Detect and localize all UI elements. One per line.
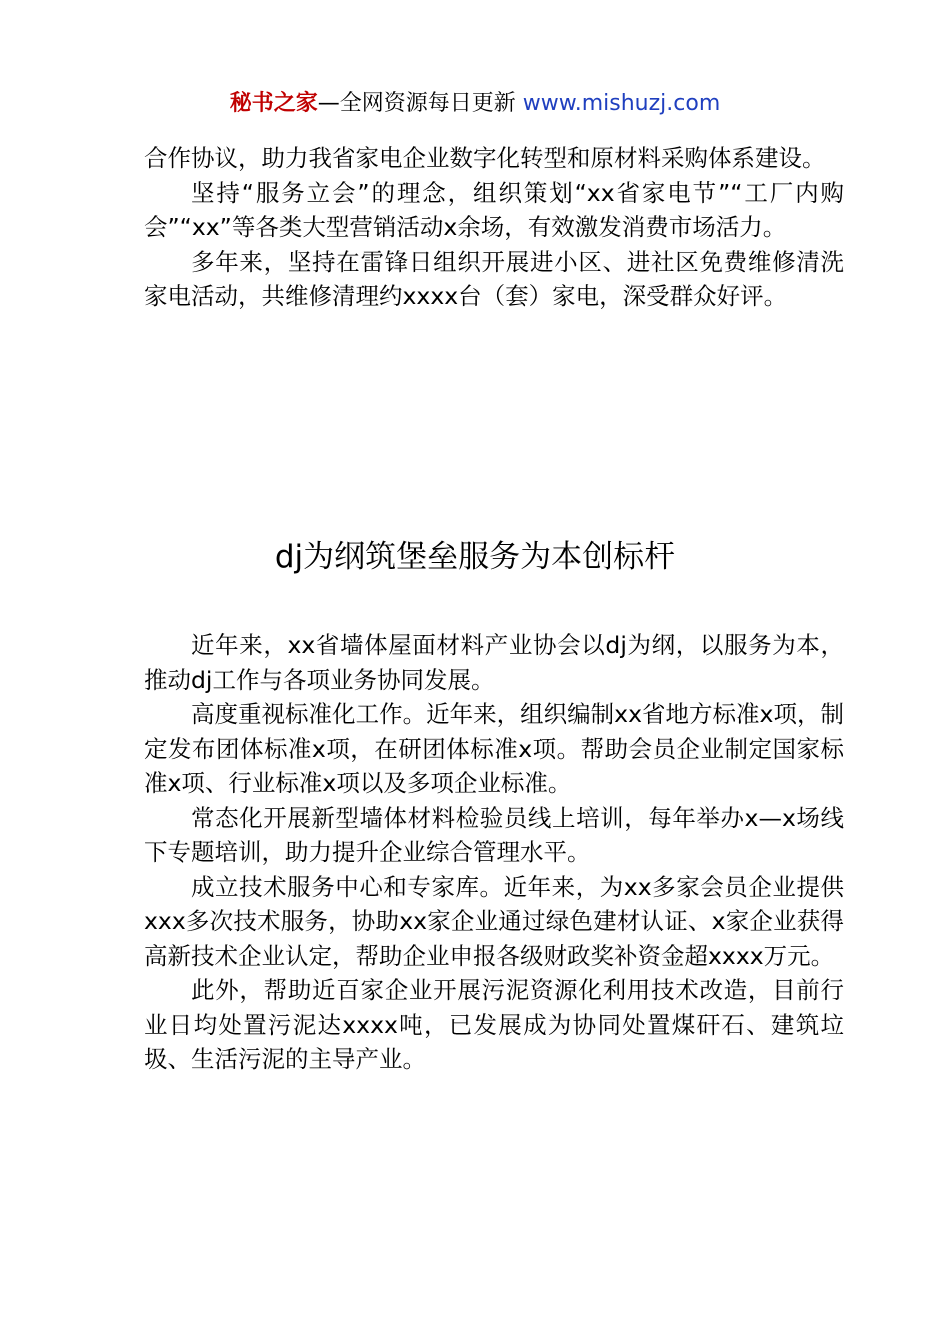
paragraph: 近年来，xx省墙体屋面材料产业协会以dj为纲，以服务为本，推动dj工作与各项业务协同发展。 (144, 631, 844, 694)
site-url: www.mishuzj.com (522, 91, 721, 116)
paragraph: 多年来，坚持在雷锋日组织开展进小区、进社区免费维修清洗家电活动，共维修清理约xxxx台（套）家电，深受群众好评。 (144, 247, 844, 310)
brand-name: 秘书之家 (229, 91, 318, 116)
paragraph: 高度重视标准化工作。近年来，组织编制xx省地方标准x项，制定发布团体标准x项，在研团体标准x项。帮助会员企业制定国家标准x项、行业标准x项以及多项企业标准。 (144, 700, 844, 797)
section-one-body (144, 141, 844, 314)
header-tagline: —全网资源每日更新 (317, 91, 516, 116)
paragraph: 常态化开展新型墙体材料检验员线上培训，每年举办x—x场线下专题培训，助力提升企业综合管理水平。 (144, 803, 844, 866)
paragraph: 此外，帮助近百家企业开展污泥资源化利用技术改造，目前行业日均处置污泥达xxxx吨，已发展成为协同处置煤矸石、建筑垃圾、生活污泥的主导产业。 (144, 976, 844, 1073)
section-two-body (144, 628, 844, 1077)
paragraph: 合作协议，助力我省家电企业数字化转型和原材料采购体系建设。 (144, 144, 826, 172)
section-title: dj为纲筑堡垒服务为本创标杆 (274, 539, 676, 575)
paragraph: 成立技术服务中心和专家库。近年来，为xx多家会员企业提供xxx多次技术服务，协助xx家企业通过绿色建材认证、x家企业获得高新技术企业认定，帮助企业申报各级财政奖补资金超xxxx万元。 (144, 872, 844, 970)
page-header (0, 88, 950, 120)
paragraph: 坚持“服务立会”的理念，组织策划“xx省家电节”“工厂内购会”“xx”等各类大型营销活动x余场，有效激发消费市场活力。 (144, 178, 844, 241)
